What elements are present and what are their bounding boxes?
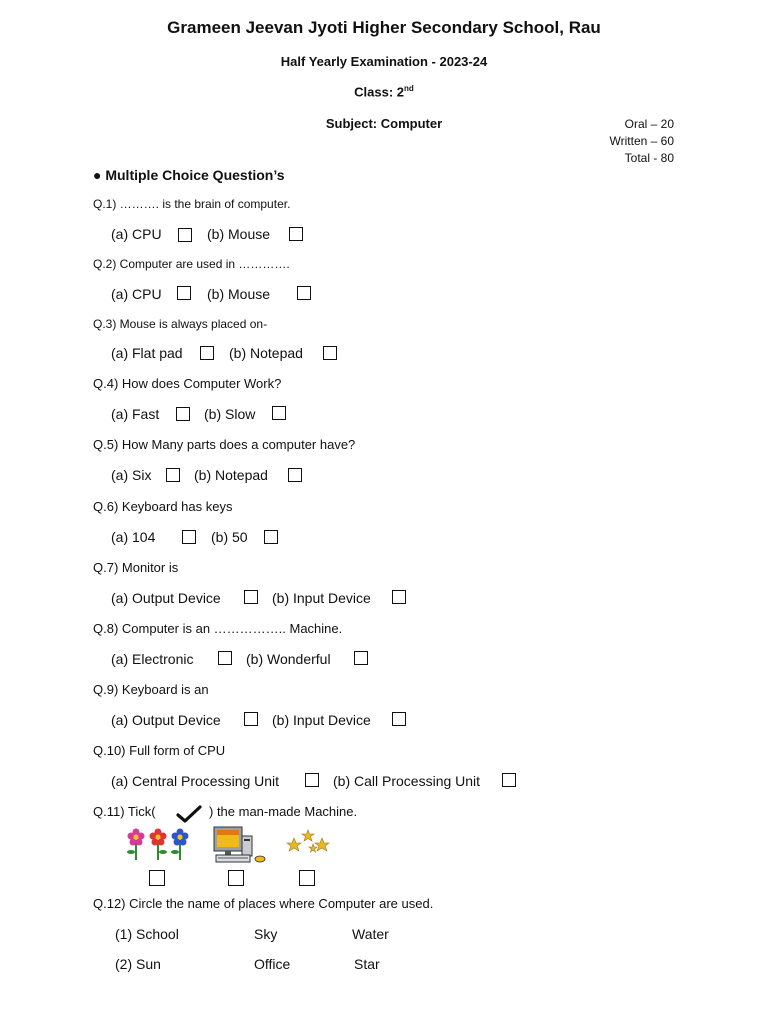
q6-option-a: (a) 104	[111, 529, 156, 545]
q7-checkbox-a[interactable]	[244, 590, 258, 604]
q3-option-b: (b) Notepad	[229, 345, 303, 361]
q9-option-b: (b) Input Device	[272, 712, 371, 728]
question-1: Q.1) ………. is the brain of computer.	[93, 197, 291, 211]
q10-checkbox-a[interactable]	[305, 773, 319, 787]
stars-image	[286, 826, 332, 856]
class-superscript: nd	[404, 84, 414, 93]
q7-option-a: (a) Output Device	[111, 590, 221, 606]
q2-option-b: (b) Mouse	[207, 286, 271, 302]
q8-option-b: (b) Wonderful	[246, 651, 331, 667]
q3-checkbox-a[interactable]	[200, 346, 214, 360]
question-12: Q.12) Circle the name of places where Computer are used.	[93, 896, 434, 911]
q12-word-star[interactable]: Star	[354, 956, 380, 972]
q7-checkbox-b[interactable]	[392, 590, 406, 604]
q11-checkbox-flowers[interactable]	[149, 870, 165, 886]
exam-title: Half Yearly Examination - 2023-24	[280, 54, 488, 69]
question-3: Q.3) Mouse is always placed on-	[93, 317, 268, 331]
flowers-image	[124, 826, 192, 862]
class-text: Class: 2	[354, 84, 405, 100]
q10-option-b: (b) Call Processing Unit	[333, 773, 481, 789]
subject-label: Subject: Computer	[325, 116, 443, 131]
question-9: Q.9) Keyboard is an	[93, 682, 209, 697]
q8-checkbox-b[interactable]	[354, 651, 368, 665]
question-10: Q.10) Full form of CPU	[93, 743, 226, 758]
q12-word-school[interactable]: (1) School	[115, 926, 179, 942]
q7-option-b: (b) Input Device	[272, 590, 371, 606]
q12-word-sky[interactable]: Sky	[254, 926, 278, 942]
marks-breakdown	[610, 116, 674, 167]
computer-image	[212, 826, 270, 864]
q11-checkbox-computer[interactable]	[228, 870, 244, 886]
question-5: Q.5) How Many parts does a computer have?	[93, 437, 356, 452]
q5-option-a: (a) Six	[111, 467, 152, 483]
total-marks: Total - 80	[624, 151, 674, 165]
q4-checkbox-b[interactable]	[272, 406, 286, 420]
question-2: Q.2) Computer are used in ………….	[93, 257, 290, 271]
q4-option-b: (b) Slow	[204, 406, 256, 422]
q12-word-water[interactable]: Water	[352, 926, 389, 942]
q2-checkbox-b[interactable]	[297, 286, 311, 300]
q10-option-a: (a) Central Processing Unit	[111, 773, 280, 789]
q12-word-office[interactable]: Office	[254, 956, 291, 972]
q9-checkbox-b[interactable]	[392, 712, 406, 726]
question-7: Q.7) Monitor is	[93, 560, 179, 575]
q11-checkbox-stars[interactable]	[299, 870, 315, 886]
question-11-prefix: Q.11) Tick(	[93, 804, 156, 819]
q1-option-b: (b) Mouse	[207, 226, 271, 242]
question-8: Q.8) Computer is an …………….. Machine.	[93, 621, 343, 636]
checkmark-icon	[176, 804, 202, 824]
question-11-suffix: ) the man-made Machine.	[209, 804, 358, 819]
class-label	[0, 84, 768, 99]
q9-option-a: (a) Output Device	[111, 712, 221, 728]
q9-checkbox-a[interactable]	[244, 712, 258, 726]
section-title: ● Multiple Choice Question’s	[93, 167, 285, 183]
q10-checkbox-b[interactable]	[502, 773, 516, 787]
q2-option-a: (a) CPU	[111, 286, 162, 302]
q1-checkbox-a[interactable]	[178, 228, 192, 242]
q8-option-a: (a) Electronic	[111, 651, 194, 667]
q1-checkbox-b[interactable]	[289, 227, 303, 241]
q3-checkbox-b[interactable]	[323, 346, 337, 360]
q5-checkbox-a[interactable]	[166, 468, 180, 482]
q8-checkbox-a[interactable]	[218, 651, 232, 665]
question-6: Q.6) Keyboard has keys	[93, 499, 233, 514]
q5-checkbox-b[interactable]	[288, 468, 302, 482]
oral-marks: Oral – 20	[624, 117, 674, 131]
q12-word-sun[interactable]: (2) Sun	[115, 956, 161, 972]
q4-option-a: (a) Fast	[111, 406, 160, 422]
school-name: Grameen Jeevan Jyoti Higher Secondary School, Rau	[167, 18, 601, 37]
q6-checkbox-a[interactable]	[182, 530, 196, 544]
q6-option-b: (b) 50	[211, 529, 248, 545]
q5-option-b: (b) Notepad	[194, 467, 268, 483]
q3-option-a: (a) Flat pad	[111, 345, 183, 361]
q2-checkbox-a[interactable]	[177, 286, 191, 300]
written-marks: Written – 60	[609, 134, 674, 148]
question-4: Q.4) How does Computer Work?	[93, 376, 282, 391]
q6-checkbox-b[interactable]	[264, 530, 278, 544]
q4-checkbox-a[interactable]	[176, 407, 190, 421]
q1-option-a: (a) CPU	[111, 226, 162, 242]
